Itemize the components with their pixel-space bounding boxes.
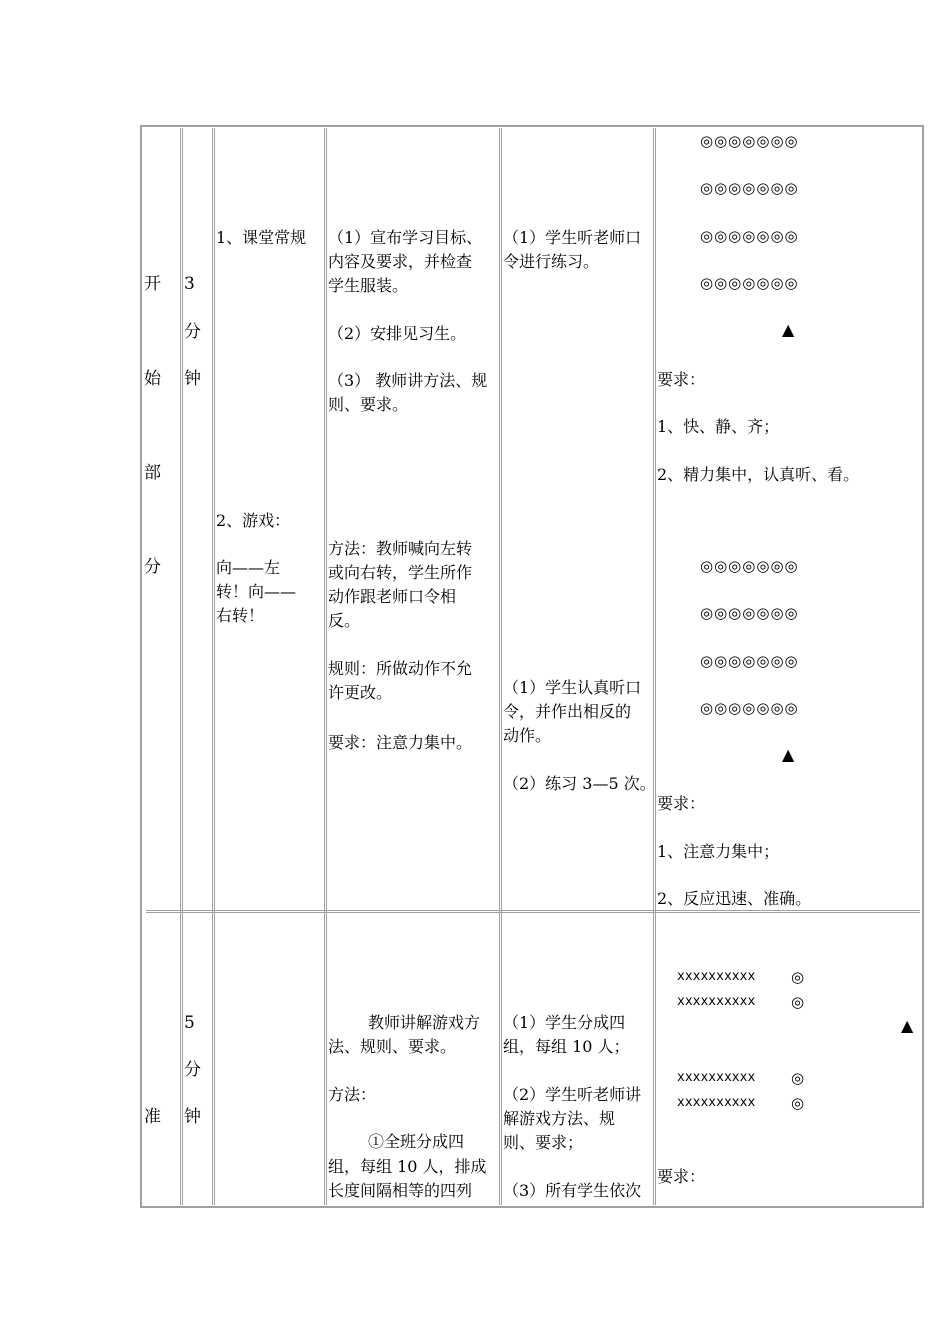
content-item: 2、游戏： [216, 511, 291, 530]
x-formation-row: xxxxxxxxxx [677, 1095, 756, 1110]
teacher-text: ①全班分成四 [368, 1132, 465, 1151]
teacher-text: 内容及要求，并检查 [328, 252, 473, 271]
column-divider [212, 128, 215, 1205]
teacher-text: （2）安排见习生。 [328, 324, 467, 343]
circle-formation-row: ◎◎◎◎◎◎◎ [700, 699, 799, 717]
time-char: 3 [184, 274, 195, 294]
time-char: 钟 [184, 1107, 201, 1127]
teacher-method: 方法： [328, 1085, 377, 1104]
x-formation-row: xxxxxxxxxx [677, 994, 756, 1009]
section-name-char: 始 [144, 369, 161, 389]
teacher-method: 反。 [328, 611, 361, 630]
circle-marker: ◎ [791, 993, 806, 1011]
circle-formation-row: ◎◎◎◎◎◎◎ [700, 132, 799, 150]
teacher-text: 组，每组 10 人，排成 [328, 1157, 487, 1176]
circle-marker: ◎ [791, 1069, 806, 1087]
teacher-require: 要求：注意力集中。 [328, 733, 473, 752]
column-divider [499, 128, 502, 1205]
section-name-char: 准 [144, 1107, 161, 1127]
teacher-method: 方法：教师喊向左转 [328, 539, 473, 558]
teacher-text: 长度间隔相等的四列 [328, 1181, 473, 1200]
org-require-title: 要求： [657, 1167, 706, 1186]
content-item-line: 向——左 [216, 558, 281, 577]
student-text: （3）所有学生依次 [503, 1181, 642, 1200]
teacher-text: （3） 教师讲方法、规 [328, 371, 488, 390]
time-char: 5 [184, 1013, 195, 1033]
column-divider [653, 128, 656, 1205]
circle-formation-row: ◎◎◎◎◎◎◎ [700, 557, 799, 575]
org-require-item: 1、注意力集中； [657, 842, 780, 861]
org-require-item: 1、快、静、齐； [657, 417, 780, 436]
section-name-char: 开 [144, 274, 161, 294]
time-char: 分 [184, 1060, 201, 1080]
student-text: 组，每组 10 人； [503, 1037, 630, 1056]
x-formation-row: xxxxxxxxxx [677, 1070, 756, 1085]
student-text: （2）学生听老师讲 [503, 1085, 642, 1104]
teacher-text: 学生服装。 [328, 276, 409, 295]
content-item: 1、课堂常规 [216, 228, 307, 247]
time-char: 钟 [184, 369, 201, 389]
circle-formation-row: ◎◎◎◎◎◎◎ [700, 179, 799, 197]
student-text: 则、要求； [503, 1133, 584, 1152]
circle-marker: ◎ [791, 968, 806, 986]
teacher-triangle-icon: ▲ [901, 1016, 914, 1035]
circle-marker: ◎ [791, 1094, 806, 1112]
teacher-text: 则、要求。 [328, 395, 409, 414]
org-require-title: 要求： [657, 794, 706, 813]
section-name-char: 部 [144, 463, 161, 483]
teacher-triangle-icon: ▲ [782, 745, 795, 764]
org-require-item: 2、精力集中，认真听、看。 [657, 465, 860, 484]
org-require-item: 2、反应迅速、准确。 [657, 889, 812, 908]
teacher-text: 教师讲解游戏方 [368, 1013, 481, 1032]
teacher-rule: 许更改。 [328, 683, 393, 702]
content-item-line: 右转！ [216, 606, 265, 625]
column-divider [180, 128, 183, 1205]
student-text: 令进行练习。 [503, 252, 600, 271]
circle-formation-row: ◎◎◎◎◎◎◎ [700, 652, 799, 670]
column-divider [324, 128, 327, 1205]
time-char: 分 [184, 322, 201, 342]
x-formation-row: xxxxxxxxxx [677, 969, 756, 984]
student-text: 令，并作出相反的 [503, 702, 632, 721]
student-text: （1）学生分成四 [503, 1013, 626, 1032]
org-require-title: 要求： [657, 370, 706, 389]
student-text: （2）练习 3—5 次。 [503, 774, 656, 793]
student-text: 解游戏方法、规 [503, 1109, 616, 1128]
student-text: （1）学生认真听口 [503, 678, 642, 697]
teacher-text: （1）宣布学习目标、 [328, 228, 483, 247]
teacher-rule: 规则：所做动作不允 [328, 659, 473, 678]
teacher-triangle-icon: ▲ [782, 320, 795, 339]
circle-formation-row: ◎◎◎◎◎◎◎ [700, 604, 799, 622]
circle-formation-row: ◎◎◎◎◎◎◎ [700, 274, 799, 292]
teacher-method: 或向右转，学生所作 [328, 563, 473, 582]
student-text: 动作。 [503, 726, 552, 745]
student-text: （1）学生听老师口 [503, 228, 642, 247]
circle-formation-row: ◎◎◎◎◎◎◎ [700, 227, 799, 245]
teacher-text: 法、规则、要求。 [328, 1037, 457, 1056]
section-name-char: 分 [144, 557, 161, 577]
content-item-line: 转！向—— [216, 582, 297, 601]
teacher-method: 动作跟老师口令相 [328, 587, 457, 606]
